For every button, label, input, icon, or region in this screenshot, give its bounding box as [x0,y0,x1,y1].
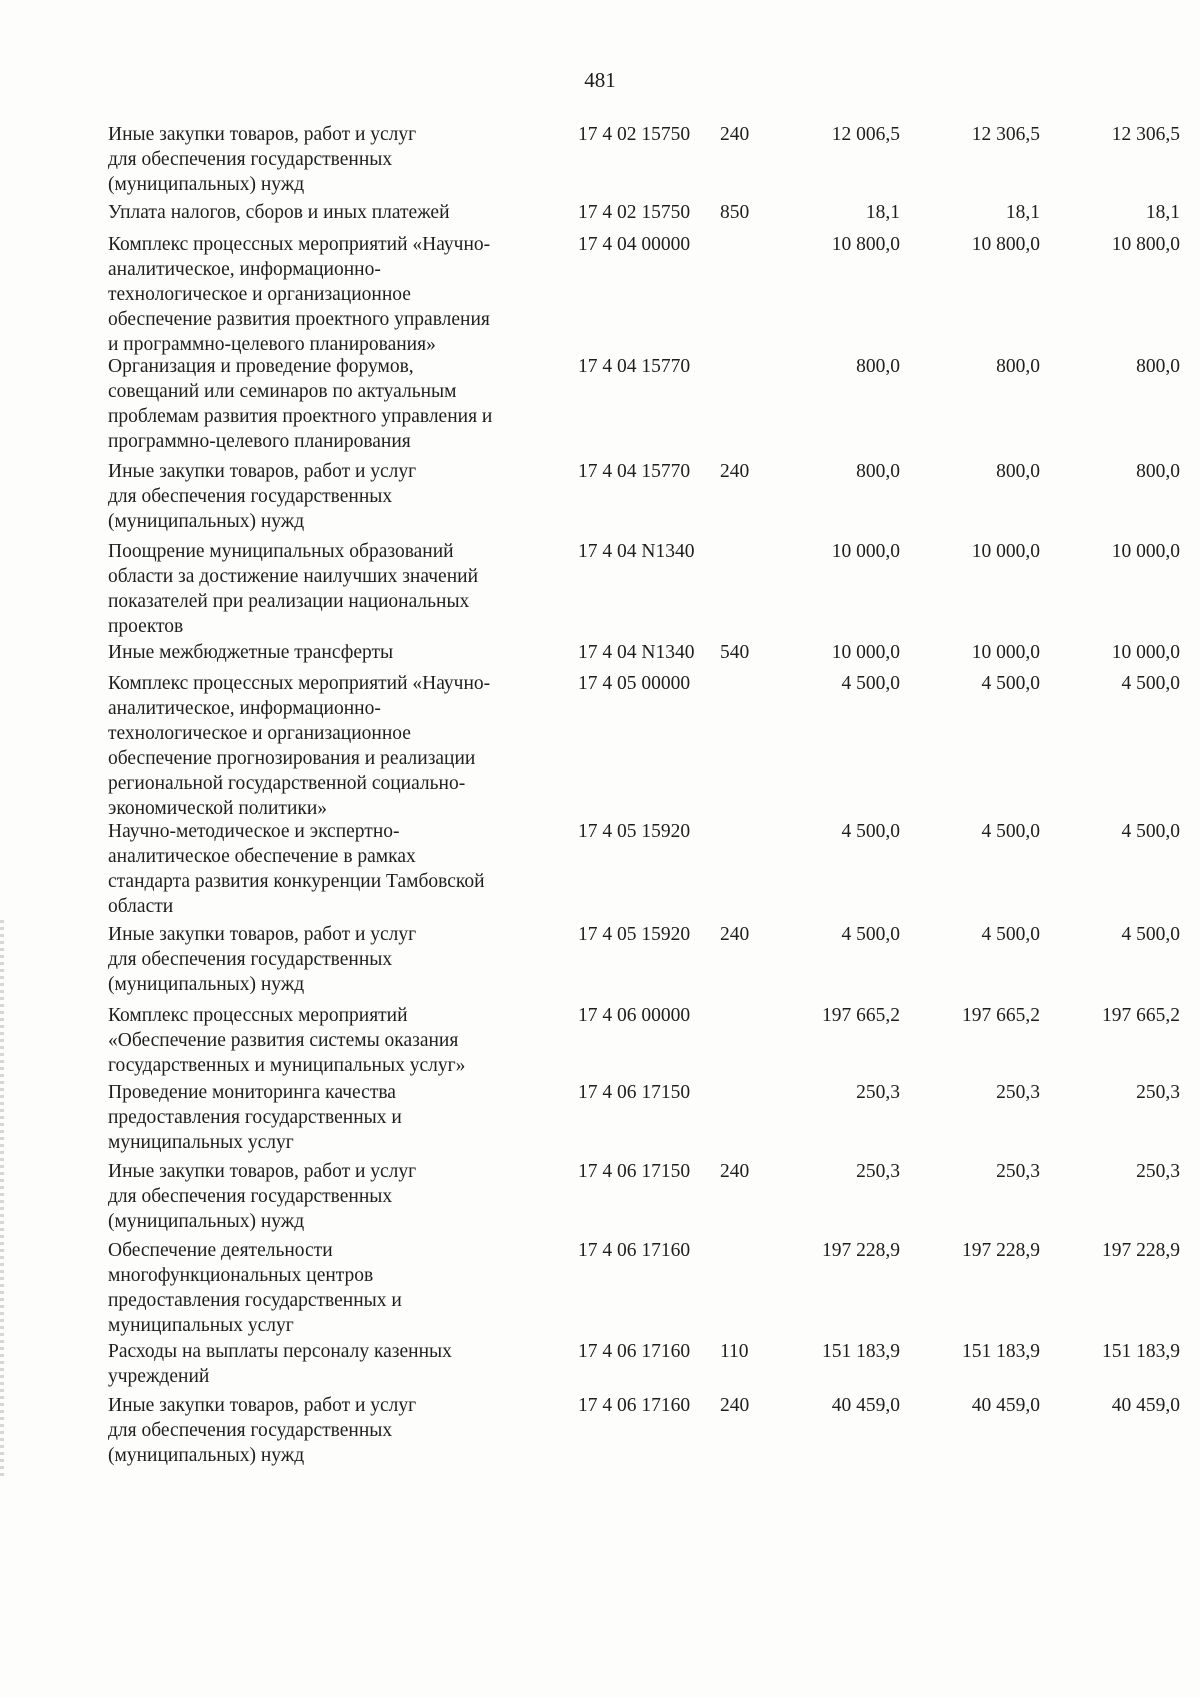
row-expense-type: 240 [720,1395,750,1416]
row-amount-year-2: 4 500,0 [981,821,1040,842]
row-target-code: 17 4 06 17150 [578,1161,691,1182]
row-amount-year-3: 4 500,0 [1121,924,1180,945]
row-expense-type: 240 [720,1161,750,1182]
row-target-code: 17 4 04 N1340 [578,642,695,663]
row-description: Иные закупки товаров, работ и услуг для обеспечения государственных (муниципальных) нужд [108,924,417,995]
row-amount-year-2: 250,3 [996,1161,1040,1182]
row-amount-year-2: 197 665,2 [962,1005,1040,1026]
row-target-code: 17 4 06 17160 [578,1341,691,1362]
row-amount-year-1: 197 228,9 [822,1240,900,1261]
row-description: Комплекс процессных мероприятий «Научно- аналитическое, информационно- технологическое и организационное обеспечение прогнозирования и реализации региональной государственной социально- экономической политики» [108,673,491,819]
scan-artifact [0,920,4,1480]
row-amount-year-2: 4 500,0 [981,924,1040,945]
row-amount-year-1: 151 183,9 [822,1341,900,1362]
row-description: Иные закупки товаров, работ и услуг для обеспечения государственных (муниципальных) нужд [108,1161,417,1232]
row-amount-year-2: 800,0 [996,356,1040,377]
row-description: Иные межбюджетные трансферты [108,642,394,663]
row-target-code: 17 4 05 15920 [578,821,691,842]
row-amount-year-3: 10 000,0 [1111,541,1180,562]
row-amount-year-3: 250,3 [1136,1161,1180,1182]
row-amount-year-3: 12 306,5 [1111,124,1180,145]
page-number: 481 [584,68,616,92]
row-target-code: 17 4 04 15770 [578,461,691,482]
row-target-code: 17 4 06 17160 [578,1395,691,1416]
row-target-code: 17 4 04 N1340 [578,541,695,562]
row-amount-year-1: 4 500,0 [841,924,900,945]
row-target-code: 17 4 02 15750 [578,202,691,223]
row-amount-year-1: 800,0 [856,356,900,377]
row-amount-year-1: 800,0 [856,461,900,482]
row-target-code: 17 4 02 15750 [578,124,691,145]
row-amount-year-2: 12 306,5 [971,124,1040,145]
row-amount-year-3: 10 800,0 [1111,234,1180,255]
row-description: Комплекс процессных мероприятий «Научно- аналитическое, информационно- технологическое и организационное обеспечение развития проектного управления и программно-целевого планирования» [108,234,491,355]
row-description: Научно-методическое и экспертно- аналитическое обеспечение в рамках стандарта развития конкуренции Тамбовской области [108,821,485,917]
row-amount-year-1: 18,1 [865,202,900,223]
row-amount-year-3: 10 000,0 [1111,642,1180,663]
row-target-code: 17 4 05 15920 [578,924,691,945]
row-amount-year-1: 10 000,0 [831,642,900,663]
row-amount-year-3: 4 500,0 [1121,673,1180,694]
row-target-code: 17 4 04 15770 [578,356,691,377]
row-description: Иные закупки товаров, работ и услуг для обеспечения государственных (муниципальных) нужд [108,1395,417,1466]
row-description: Расходы на выплаты персоналу казенных учреждений [108,1341,452,1387]
row-amount-year-3: 197 228,9 [1102,1240,1180,1261]
row-description: Иные закупки товаров, работ и услуг для обеспечения государственных (муниципальных) нужд [108,124,417,195]
row-amount-year-1: 4 500,0 [841,821,900,842]
row-amount-year-1: 250,3 [856,1082,900,1103]
row-amount-year-3: 151 183,9 [1102,1341,1180,1362]
row-expense-type: 240 [720,924,750,945]
row-amount-year-3: 250,3 [1136,1082,1180,1103]
row-description: Проведение мониторинга качества предоставления государственных и муниципальных услуг [108,1082,402,1153]
row-amount-year-1: 197 665,2 [822,1005,900,1026]
row-amount-year-2: 40 459,0 [971,1395,1040,1416]
row-amount-year-2: 10 800,0 [971,234,1040,255]
row-amount-year-3: 18,1 [1145,202,1180,223]
row-target-code: 17 4 06 17150 [578,1082,691,1103]
row-amount-year-2: 10 000,0 [971,642,1040,663]
row-description: Уплата налогов, сборов и иных платежей [108,202,450,223]
row-expense-type: 240 [720,461,750,482]
row-amount-year-2: 18,1 [1005,202,1040,223]
row-target-code: 17 4 04 00000 [578,234,691,255]
row-amount-year-1: 12 006,5 [831,124,900,145]
row-amount-year-1: 10 800,0 [831,234,900,255]
row-expense-type: 110 [720,1341,749,1362]
row-amount-year-3: 40 459,0 [1111,1395,1180,1416]
row-amount-year-1: 4 500,0 [841,673,900,694]
row-description: Иные закупки товаров, работ и услуг для обеспечения государственных (муниципальных) нужд [108,461,417,532]
row-description: Поощрение муниципальных образований области за достижение наилучших значений показателей при реализации национальных проектов [108,541,479,637]
row-description: Комплекс процессных мероприятий «Обеспечение развития системы оказания государственных и муниципальных услуг» [108,1005,466,1076]
row-amount-year-2: 197 228,9 [962,1240,1040,1261]
row-amount-year-2: 10 000,0 [971,541,1040,562]
row-amount-year-2: 800,0 [996,461,1040,482]
row-amount-year-3: 800,0 [1136,356,1180,377]
row-amount-year-2: 151 183,9 [962,1341,1040,1362]
row-description: Организация и проведение форумов, совещаний или семинаров по актуальным проблемам развития проектного управления и программно-целевого планирования [108,356,493,452]
row-target-code: 17 4 06 00000 [578,1005,691,1026]
row-amount-year-3: 800,0 [1136,461,1180,482]
row-expense-type: 540 [720,642,750,663]
row-expense-type: 240 [720,124,750,145]
row-expense-type: 850 [720,202,750,223]
row-amount-year-1: 10 000,0 [831,541,900,562]
row-target-code: 17 4 06 17160 [578,1240,691,1261]
row-amount-year-3: 197 665,2 [1102,1005,1180,1026]
row-target-code: 17 4 05 00000 [578,673,691,694]
row-description: Обеспечение деятельности многофункциональных центров предоставления государственных и муниципальных услуг [108,1240,402,1336]
row-amount-year-2: 4 500,0 [981,673,1040,694]
row-amount-year-2: 250,3 [996,1082,1040,1103]
row-amount-year-3: 4 500,0 [1121,821,1180,842]
row-amount-year-1: 250,3 [856,1161,900,1182]
row-amount-year-1: 40 459,0 [831,1395,900,1416]
